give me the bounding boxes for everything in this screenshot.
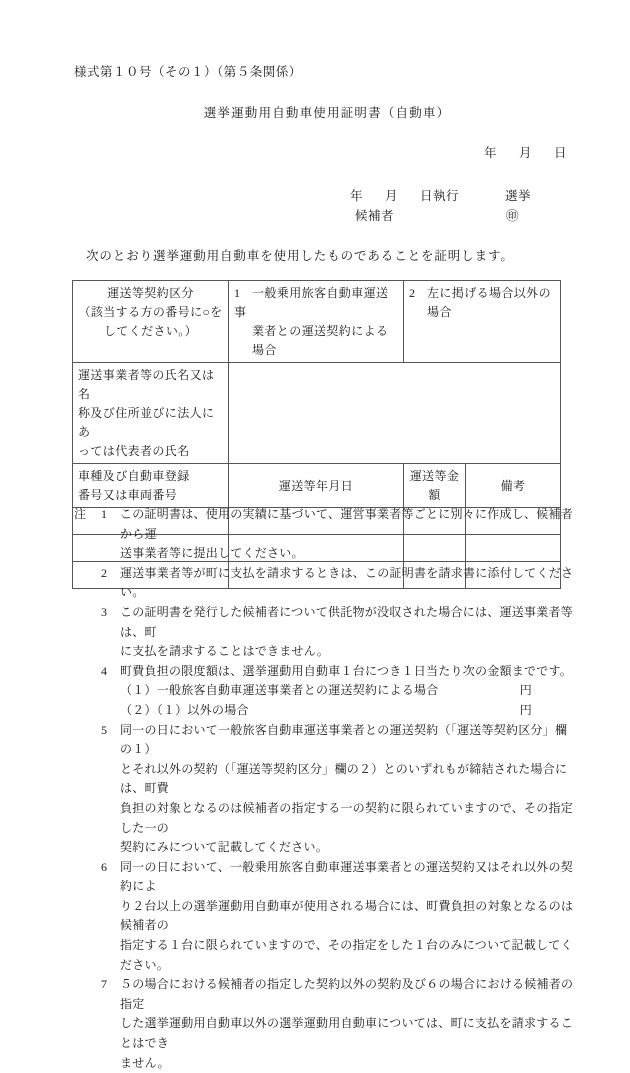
contract-option-2-line1: 2 左に掲げる場合以外の (409, 284, 555, 303)
contract-option-1-cell[interactable] (229, 281, 404, 363)
contract-option-2-line2: 場合 (427, 305, 452, 319)
table-row-contract-type (73, 281, 561, 363)
note-4-line-1: 町費負担の限度額は、選挙運動用自動車１台につき１日当たり次の金額までです。 (120, 663, 573, 678)
note-7-line-1: ５の場合における候補者の指定した契約以外の契約及び６の場合における候補者の指定 (120, 977, 574, 1011)
note-5-line-3: 負担の対象となるのは候補者の指定する一の契約に限られていますので、その指定した一の (120, 800, 574, 835)
note-5-line-2: とそれ以外の契約（「運送等契約区分」欄の２）とのいずれもが締結された場合には、町費 (120, 761, 568, 796)
date-line (0, 143, 630, 161)
note-2-line-1: 運送事業者等が町に支払を請求するときは、この証明書を請求書に添付してください。 (120, 565, 574, 600)
note-item-5 (74, 721, 574, 858)
note-4-sub-1-unit: 円 (519, 683, 532, 698)
note-1-line-2: 送事業者等に提出してください。 (120, 546, 304, 561)
exec-year-label: 年 (350, 189, 364, 203)
note-item-1 (74, 505, 574, 564)
note-3-line-2: に支払を請求することはできません。 (120, 644, 329, 659)
exec-day-label: 日執行 (420, 189, 460, 203)
note-number-6: 6 (101, 859, 108, 874)
notes-label: 注 (74, 507, 87, 521)
contract-option-2-number: 2 (409, 286, 416, 300)
note-number-7: 7 (101, 977, 108, 992)
page-title: 選挙運動用自動車使用証明書（自動車） (203, 106, 451, 120)
election-label: 選挙 (505, 189, 532, 203)
note-item-3 (74, 603, 574, 662)
note-number-4: 4 (101, 663, 108, 678)
note-6-line-3: 指定する１台に限られていますので、その指定をした１台のみについて記載してください。 (120, 938, 573, 972)
operator-name-label-line3: っては代表者の氏名 (78, 444, 190, 458)
note-7-line-3: ません。 (120, 1055, 170, 1070)
note-5-line-4: 契約にみについて記載してください。 (120, 840, 329, 855)
note-4-sub-2-unit: 円 (519, 702, 532, 717)
candidate-label: 候補者 (355, 209, 395, 223)
vehicle-header-line1: 車種及び自動車登録 (78, 469, 190, 483)
contract-option-1-line2: 業者との運送契約による場合 (252, 324, 389, 357)
note-1-line-1: この証明書は、使用の実績に基づいて、運営事業者等ごとに別々に作成し、候補者から運 (120, 507, 574, 541)
note-number-1: 1 (101, 507, 108, 521)
certification-statement: 次のとおり選挙運動用自動車を使用したものであることを証明します。 (86, 249, 514, 263)
vehicle-header-line2: 番号又は車両番号 (78, 488, 178, 502)
date-header-cell: 運送等年月日 (229, 464, 404, 508)
note-6-line-1: 同一の日において、一般乗用旅客自動車運送事業者との運送契約又はそれ以外の契約によ (120, 859, 574, 894)
remarks-header-cell: 備考 (466, 464, 561, 508)
contract-option-1-line1: 1 一般乗用旅客自動車運送事 (234, 286, 389, 319)
notes-section (74, 505, 574, 1073)
note-5-line-1: 同一の日において一般旅客自動車運送事業者との運送契約（「運送等契約区分」欄の１） (120, 722, 568, 757)
note-item-7 (74, 975, 574, 1073)
operator-name-label-line2: 称及び住所並びに法人にあ (78, 406, 215, 439)
contract-type-label-line1: 運送等契約区分 (107, 286, 194, 300)
note-3-line-1: この証明書を発行した候補者について供託物が没収された場合には、運送事業者等は、町 (120, 604, 574, 639)
contract-type-label-line3: してください。） (103, 324, 198, 338)
note-4-sub-2-text: （２）（１）以外の場合 (120, 702, 249, 717)
note-number-5: 5 (101, 722, 108, 737)
table-row-column-headers (73, 464, 561, 508)
table-row-operator-name (73, 363, 561, 464)
note-4-sub-2 (120, 701, 574, 721)
date-month-label: 月 (518, 146, 532, 160)
note-7-line-2: した選挙運動用自動車以外の選挙運動用自動車については、町に支払を請求することはでき (120, 1016, 574, 1051)
contract-type-label-cell (73, 281, 229, 363)
note-4-sub-1-text: （１）一般旅客自動車運送事業者との運送契約による場合 (120, 683, 439, 698)
note-item-2 (74, 564, 574, 603)
contract-option-2-cell[interactable] (404, 281, 561, 363)
note-4-sub-1 (120, 681, 574, 701)
note-number-2: 2 (101, 565, 108, 580)
note-item-4 (74, 662, 574, 721)
exec-month-label: 月 (385, 189, 399, 203)
form-number: 様式第１０号（その１）（第５条関係） (74, 65, 302, 79)
operator-name-value-cell[interactable] (229, 363, 561, 464)
date-year-label: 年 (483, 146, 497, 160)
election-execution-line (350, 186, 531, 204)
operator-name-label-cell (73, 363, 229, 464)
note-item-6 (74, 858, 574, 976)
seal-icon: ㊞ (506, 209, 520, 223)
contract-type-label-line2: （該当する方の番号に○を (78, 305, 223, 319)
operator-name-label-line1: 運送事業者等の氏名又は名 (78, 368, 215, 401)
note-number-3: 3 (101, 604, 108, 619)
vehicle-header-cell (73, 464, 229, 508)
candidate-line (355, 206, 519, 224)
note-6-line-2: り２台以上の選挙運動用自動車が使用される場合には、町費負担の対象となるのは候補者の (120, 898, 574, 933)
contract-option-1-number: 1 (234, 286, 241, 300)
date-day-label: 日 (553, 146, 567, 160)
amount-header-cell: 運送等金額 (404, 464, 466, 508)
